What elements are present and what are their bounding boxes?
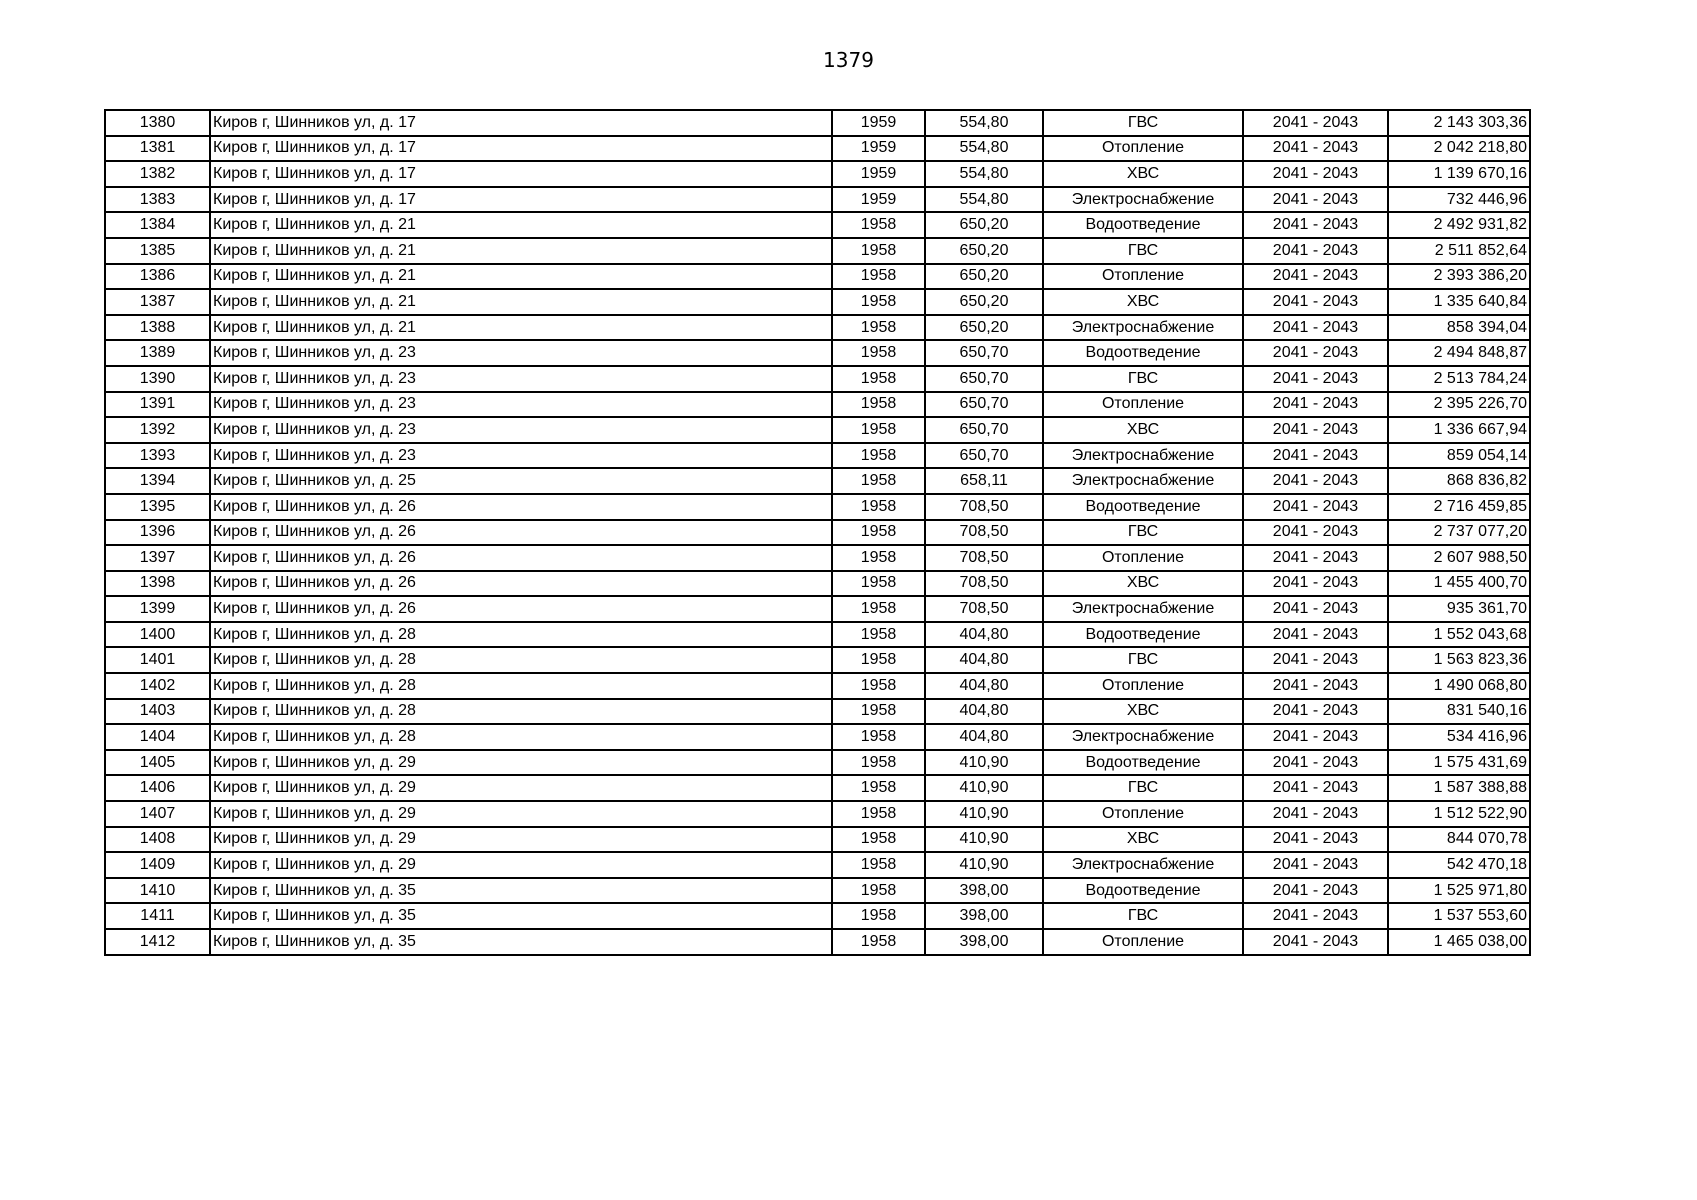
address-cell: Киров г, Шинников ул, д. 28 [210, 622, 832, 648]
table-row [105, 366, 1530, 392]
area-cell: 708,50 [925, 545, 1043, 571]
area-cell: 398,00 [925, 878, 1043, 904]
area-cell: 708,50 [925, 494, 1043, 520]
build-year-cell: 1958 [832, 520, 925, 546]
cost-cell: 2 737 077,20 [1388, 520, 1530, 546]
cost-cell: 1 139 670,16 [1388, 161, 1530, 187]
table-row [105, 315, 1530, 341]
row-number-cell: 1396 [105, 520, 210, 546]
cost-cell: 1 465 038,00 [1388, 929, 1530, 955]
table-row [105, 417, 1530, 443]
service-type-cell: ГВС [1043, 647, 1243, 673]
area-cell: 554,80 [925, 110, 1043, 136]
repair-period-cell: 2041 - 2043 [1243, 647, 1388, 673]
build-year-cell: 1958 [832, 852, 925, 878]
row-number-cell: 1383 [105, 187, 210, 213]
repair-period-cell: 2041 - 2043 [1243, 750, 1388, 776]
service-type-cell: Электроснабжение [1043, 724, 1243, 750]
build-year-cell: 1958 [832, 468, 925, 494]
service-type-cell: Отопление [1043, 136, 1243, 162]
table-row [105, 289, 1530, 315]
repair-period-cell: 2041 - 2043 [1243, 315, 1388, 341]
area-cell: 410,90 [925, 750, 1043, 776]
table-row [105, 801, 1530, 827]
area-cell: 650,20 [925, 289, 1043, 315]
address-cell: Киров г, Шинников ул, д. 23 [210, 340, 832, 366]
cost-cell: 1 575 431,69 [1388, 750, 1530, 776]
address-cell: Киров г, Шинников ул, д. 23 [210, 443, 832, 469]
address-cell: Киров г, Шинников ул, д. 35 [210, 903, 832, 929]
repair-period-cell: 2041 - 2043 [1243, 494, 1388, 520]
build-year-cell: 1958 [832, 571, 925, 597]
area-cell: 404,80 [925, 622, 1043, 648]
table-row [105, 929, 1530, 955]
service-type-cell: Водоотведение [1043, 494, 1243, 520]
address-cell: Киров г, Шинников ул, д. 29 [210, 750, 832, 776]
service-type-cell: ХВС [1043, 417, 1243, 443]
cost-cell: 2 494 848,87 [1388, 340, 1530, 366]
area-cell: 650,20 [925, 212, 1043, 238]
address-cell: Киров г, Шинников ул, д. 29 [210, 801, 832, 827]
service-type-cell: Водоотведение [1043, 622, 1243, 648]
cost-cell: 844 070,78 [1388, 827, 1530, 853]
cost-cell: 858 394,04 [1388, 315, 1530, 341]
cost-cell: 1 537 553,60 [1388, 903, 1530, 929]
address-cell: Киров г, Шинников ул, д. 26 [210, 596, 832, 622]
cost-cell: 1 552 043,68 [1388, 622, 1530, 648]
area-cell: 404,80 [925, 673, 1043, 699]
address-cell: Киров г, Шинников ул, д. 26 [210, 520, 832, 546]
cost-cell: 1 490 068,80 [1388, 673, 1530, 699]
row-number-cell: 1411 [105, 903, 210, 929]
cost-cell: 1 525 971,80 [1388, 878, 1530, 904]
service-type-cell: ГВС [1043, 366, 1243, 392]
address-cell: Киров г, Шинников ул, д. 21 [210, 264, 832, 290]
row-number-cell: 1403 [105, 699, 210, 725]
repair-period-cell: 2041 - 2043 [1243, 622, 1388, 648]
build-year-cell: 1958 [832, 647, 925, 673]
address-cell: Киров г, Шинников ул, д. 26 [210, 545, 832, 571]
service-type-cell: Отопление [1043, 264, 1243, 290]
address-cell: Киров г, Шинников ул, д. 17 [210, 110, 832, 136]
service-type-cell: ХВС [1043, 161, 1243, 187]
row-number-cell: 1402 [105, 673, 210, 699]
address-cell: Киров г, Шинников ул, д. 28 [210, 647, 832, 673]
area-cell: 708,50 [925, 571, 1043, 597]
table-row [105, 187, 1530, 213]
service-type-cell: Электроснабжение [1043, 852, 1243, 878]
repair-period-cell: 2041 - 2043 [1243, 161, 1388, 187]
address-cell: Киров г, Шинников ул, д. 23 [210, 417, 832, 443]
table-row [105, 264, 1530, 290]
row-number-cell: 1382 [105, 161, 210, 187]
repair-period-cell: 2041 - 2043 [1243, 903, 1388, 929]
repair-period-cell: 2041 - 2043 [1243, 340, 1388, 366]
row-number-cell: 1388 [105, 315, 210, 341]
repair-period-cell: 2041 - 2043 [1243, 878, 1388, 904]
row-number-cell: 1404 [105, 724, 210, 750]
build-year-cell: 1958 [832, 622, 925, 648]
row-number-cell: 1400 [105, 622, 210, 648]
repair-period-cell: 2041 - 2043 [1243, 187, 1388, 213]
build-year-cell: 1958 [832, 801, 925, 827]
service-type-cell: ГВС [1043, 903, 1243, 929]
table-row [105, 545, 1530, 571]
service-type-cell: ГВС [1043, 110, 1243, 136]
build-year-cell: 1958 [832, 699, 925, 725]
area-cell: 650,70 [925, 340, 1043, 366]
cost-cell: 1 455 400,70 [1388, 571, 1530, 597]
repair-period-cell: 2041 - 2043 [1243, 596, 1388, 622]
build-year-cell: 1958 [832, 289, 925, 315]
row-number-cell: 1392 [105, 417, 210, 443]
area-cell: 650,20 [925, 238, 1043, 264]
service-type-cell: ГВС [1043, 520, 1243, 546]
repair-period-cell: 2041 - 2043 [1243, 238, 1388, 264]
service-type-cell: ГВС [1043, 775, 1243, 801]
table-row [105, 673, 1530, 699]
service-type-cell: Отопление [1043, 392, 1243, 418]
table-row [105, 443, 1530, 469]
table-body [105, 110, 1530, 955]
repair-period-cell: 2041 - 2043 [1243, 212, 1388, 238]
repair-period-cell: 2041 - 2043 [1243, 468, 1388, 494]
cost-cell: 1 336 667,94 [1388, 417, 1530, 443]
row-number-cell: 1409 [105, 852, 210, 878]
repair-period-cell: 2041 - 2043 [1243, 520, 1388, 546]
address-cell: Киров г, Шинников ул, д. 17 [210, 161, 832, 187]
repair-period-cell: 2041 - 2043 [1243, 289, 1388, 315]
address-cell: Киров г, Шинников ул, д. 26 [210, 571, 832, 597]
cost-cell: 868 836,82 [1388, 468, 1530, 494]
address-cell: Киров г, Шинников ул, д. 28 [210, 673, 832, 699]
table-row [105, 212, 1530, 238]
build-year-cell: 1959 [832, 187, 925, 213]
build-year-cell: 1958 [832, 750, 925, 776]
service-type-cell: Водоотведение [1043, 340, 1243, 366]
address-cell: Киров г, Шинников ул, д. 21 [210, 238, 832, 264]
service-type-cell: Отопление [1043, 801, 1243, 827]
service-type-cell: Отопление [1043, 673, 1243, 699]
area-cell: 650,20 [925, 315, 1043, 341]
build-year-cell: 1958 [832, 392, 925, 418]
table-row [105, 827, 1530, 853]
area-cell: 650,70 [925, 417, 1043, 443]
page-number: 1379 [823, 48, 874, 72]
service-type-cell: ХВС [1043, 289, 1243, 315]
area-cell: 650,70 [925, 443, 1043, 469]
repair-period-cell: 2041 - 2043 [1243, 827, 1388, 853]
area-cell: 650,20 [925, 264, 1043, 290]
row-number-cell: 1405 [105, 750, 210, 776]
table-row [105, 238, 1530, 264]
row-number-cell: 1391 [105, 392, 210, 418]
repair-period-cell: 2041 - 2043 [1243, 699, 1388, 725]
table-row [105, 750, 1530, 776]
table-row [105, 520, 1530, 546]
build-year-cell: 1958 [832, 494, 925, 520]
address-cell: Киров г, Шинников ул, д. 29 [210, 775, 832, 801]
service-type-cell: Водоотведение [1043, 878, 1243, 904]
cost-cell: 831 540,16 [1388, 699, 1530, 725]
row-number-cell: 1387 [105, 289, 210, 315]
cost-cell: 2 393 386,20 [1388, 264, 1530, 290]
address-cell: Киров г, Шинников ул, д. 28 [210, 724, 832, 750]
cost-cell: 732 446,96 [1388, 187, 1530, 213]
table-row [105, 647, 1530, 673]
build-year-cell: 1958 [832, 417, 925, 443]
service-type-cell: ХВС [1043, 571, 1243, 597]
table-row [105, 878, 1530, 904]
repair-period-cell: 2041 - 2043 [1243, 110, 1388, 136]
build-year-cell: 1958 [832, 596, 925, 622]
cost-cell: 2 143 303,36 [1388, 110, 1530, 136]
table-row [105, 852, 1530, 878]
table-row [105, 494, 1530, 520]
row-number-cell: 1380 [105, 110, 210, 136]
repair-period-cell: 2041 - 2043 [1243, 673, 1388, 699]
repair-period-cell: 2041 - 2043 [1243, 775, 1388, 801]
repair-period-cell: 2041 - 2043 [1243, 571, 1388, 597]
address-cell: Киров г, Шинников ул, д. 35 [210, 929, 832, 955]
area-cell: 398,00 [925, 929, 1043, 955]
build-year-cell: 1958 [832, 903, 925, 929]
build-year-cell: 1958 [832, 264, 925, 290]
cost-cell: 1 587 388,88 [1388, 775, 1530, 801]
address-cell: Киров г, Шинников ул, д. 21 [210, 289, 832, 315]
cost-cell: 2 716 459,85 [1388, 494, 1530, 520]
build-year-cell: 1958 [832, 545, 925, 571]
area-cell: 708,50 [925, 596, 1043, 622]
service-type-cell: ХВС [1043, 699, 1243, 725]
repair-period-cell: 2041 - 2043 [1243, 929, 1388, 955]
build-year-cell: 1958 [832, 315, 925, 341]
cost-cell: 2 042 218,80 [1388, 136, 1530, 162]
address-cell: Киров г, Шинников ул, д. 25 [210, 468, 832, 494]
cost-cell: 2 511 852,64 [1388, 238, 1530, 264]
service-type-cell: ХВС [1043, 827, 1243, 853]
table-row [105, 340, 1530, 366]
row-number-cell: 1399 [105, 596, 210, 622]
build-year-cell: 1958 [832, 724, 925, 750]
service-type-cell: Электроснабжение [1043, 468, 1243, 494]
address-cell: Киров г, Шинников ул, д. 23 [210, 366, 832, 392]
cost-cell: 859 054,14 [1388, 443, 1530, 469]
row-number-cell: 1384 [105, 212, 210, 238]
repair-period-cell: 2041 - 2043 [1243, 417, 1388, 443]
row-number-cell: 1390 [105, 366, 210, 392]
build-year-cell: 1958 [832, 238, 925, 264]
row-number-cell: 1395 [105, 494, 210, 520]
repair-period-cell: 2041 - 2043 [1243, 443, 1388, 469]
cost-cell: 1 563 823,36 [1388, 647, 1530, 673]
repair-period-cell: 2041 - 2043 [1243, 136, 1388, 162]
row-number-cell: 1389 [105, 340, 210, 366]
table-row [105, 903, 1530, 929]
build-year-cell: 1958 [832, 929, 925, 955]
row-number-cell: 1397 [105, 545, 210, 571]
table-row [105, 136, 1530, 162]
row-number-cell: 1394 [105, 468, 210, 494]
row-number-cell: 1393 [105, 443, 210, 469]
table-row [105, 724, 1530, 750]
address-cell: Киров г, Шинников ул, д. 29 [210, 827, 832, 853]
build-year-cell: 1958 [832, 443, 925, 469]
repair-period-cell: 2041 - 2043 [1243, 366, 1388, 392]
repair-period-cell: 2041 - 2043 [1243, 264, 1388, 290]
area-cell: 658,11 [925, 468, 1043, 494]
table-row [105, 699, 1530, 725]
cost-cell: 2 513 784,24 [1388, 366, 1530, 392]
repair-period-cell: 2041 - 2043 [1243, 392, 1388, 418]
build-year-cell: 1958 [832, 212, 925, 238]
service-type-cell: Электроснабжение [1043, 315, 1243, 341]
area-cell: 410,90 [925, 801, 1043, 827]
table-row [105, 622, 1530, 648]
repair-schedule-table [104, 109, 1531, 956]
repair-period-cell: 2041 - 2043 [1243, 545, 1388, 571]
area-cell: 404,80 [925, 647, 1043, 673]
cost-cell: 935 361,70 [1388, 596, 1530, 622]
build-year-cell: 1958 [832, 673, 925, 699]
row-number-cell: 1408 [105, 827, 210, 853]
table-row [105, 571, 1530, 597]
address-cell: Киров г, Шинников ул, д. 28 [210, 699, 832, 725]
service-type-cell: Водоотведение [1043, 212, 1243, 238]
row-number-cell: 1381 [105, 136, 210, 162]
address-cell: Киров г, Шинников ул, д. 26 [210, 494, 832, 520]
build-year-cell: 1958 [832, 775, 925, 801]
table-row [105, 110, 1530, 136]
area-cell: 404,80 [925, 699, 1043, 725]
address-cell: Киров г, Шинников ул, д. 21 [210, 315, 832, 341]
service-type-cell: Отопление [1043, 545, 1243, 571]
row-number-cell: 1398 [105, 571, 210, 597]
cost-cell: 1 335 640,84 [1388, 289, 1530, 315]
table-row [105, 775, 1530, 801]
cost-cell: 2 607 988,50 [1388, 545, 1530, 571]
build-year-cell: 1958 [832, 878, 925, 904]
row-number-cell: 1385 [105, 238, 210, 264]
area-cell: 554,80 [925, 161, 1043, 187]
service-type-cell: Водоотведение [1043, 750, 1243, 776]
area-cell: 410,90 [925, 852, 1043, 878]
row-number-cell: 1410 [105, 878, 210, 904]
area-cell: 708,50 [925, 520, 1043, 546]
area-cell: 650,70 [925, 392, 1043, 418]
row-number-cell: 1406 [105, 775, 210, 801]
area-cell: 410,90 [925, 827, 1043, 853]
build-year-cell: 1959 [832, 110, 925, 136]
build-year-cell: 1958 [832, 827, 925, 853]
service-type-cell: Электроснабжение [1043, 443, 1243, 469]
table-row [105, 392, 1530, 418]
build-year-cell: 1959 [832, 161, 925, 187]
cost-cell: 2 492 931,82 [1388, 212, 1530, 238]
area-cell: 650,70 [925, 366, 1043, 392]
area-cell: 404,80 [925, 724, 1043, 750]
service-type-cell: Электроснабжение [1043, 596, 1243, 622]
area-cell: 398,00 [925, 903, 1043, 929]
address-cell: Киров г, Шинников ул, д. 17 [210, 187, 832, 213]
service-type-cell: Электроснабжение [1043, 187, 1243, 213]
address-cell: Киров г, Шинников ул, д. 29 [210, 852, 832, 878]
area-cell: 554,80 [925, 187, 1043, 213]
address-cell: Киров г, Шинников ул, д. 21 [210, 212, 832, 238]
cost-cell: 542 470,18 [1388, 852, 1530, 878]
cost-cell: 2 395 226,70 [1388, 392, 1530, 418]
build-year-cell: 1959 [832, 136, 925, 162]
service-type-cell: Отопление [1043, 929, 1243, 955]
repair-period-cell: 2041 - 2043 [1243, 724, 1388, 750]
cost-cell: 1 512 522,90 [1388, 801, 1530, 827]
row-number-cell: 1412 [105, 929, 210, 955]
repair-period-cell: 2041 - 2043 [1243, 852, 1388, 878]
address-cell: Киров г, Шинников ул, д. 35 [210, 878, 832, 904]
row-number-cell: 1386 [105, 264, 210, 290]
service-type-cell: ГВС [1043, 238, 1243, 264]
row-number-cell: 1401 [105, 647, 210, 673]
address-cell: Киров г, Шинников ул, д. 17 [210, 136, 832, 162]
area-cell: 554,80 [925, 136, 1043, 162]
address-cell: Киров г, Шинников ул, д. 23 [210, 392, 832, 418]
table-row [105, 596, 1530, 622]
table-row [105, 468, 1530, 494]
repair-period-cell: 2041 - 2043 [1243, 801, 1388, 827]
row-number-cell: 1407 [105, 801, 210, 827]
build-year-cell: 1958 [832, 340, 925, 366]
area-cell: 410,90 [925, 775, 1043, 801]
build-year-cell: 1958 [832, 366, 925, 392]
table-row [105, 161, 1530, 187]
cost-cell: 534 416,96 [1388, 724, 1530, 750]
